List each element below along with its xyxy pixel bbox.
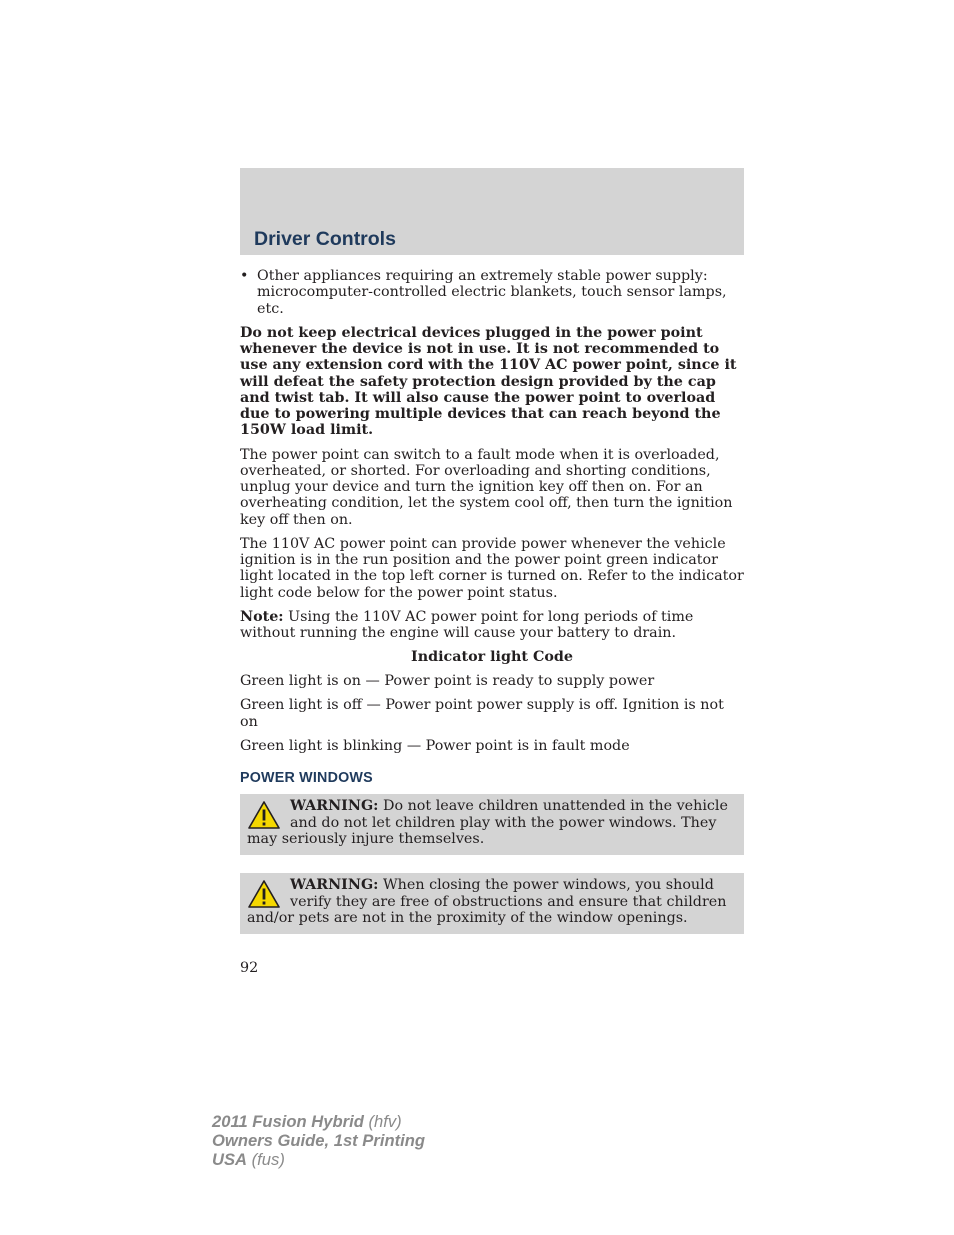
note-text: Using the 110V AC power point for long periods of time without running the engine will cause your battery to drain. [240,608,694,642]
page-number: 92 [240,960,259,976]
warning-box [240,873,744,934]
indicator-title: Indicator light Code [411,649,573,666]
warning-box [240,794,744,855]
warning-triangle-icon [247,800,281,830]
warning-text: When closing the power windows, you should verify they are free of obstructions and ensure that children and/or pets are not in the proximity of the window openings. [247,877,727,926]
indicator-row: Green light is blinking — Power point is in fault mode [240,737,630,754]
footer-line [212,1150,425,1169]
note-paragraph [240,609,744,642]
section-header [240,168,744,255]
warning-text: Do not leave children unattended in the vehicle and do not let children play with the power windows. They may seriously injure themselves. [247,798,728,847]
footer-line [212,1112,425,1131]
note-label: Note: [240,608,284,625]
indicator-row: Green light is on — Power point is ready to supply power [240,673,655,690]
footer-market-code: (fus) [247,1150,285,1169]
bold-notice: Do not keep electrical devices plugged in the power point whenever the device is not in use. It is not recommended to use any extension cord with the 110V AC power point, since it will defeat the safety protection design provided by the cap and twist tab. It will also cause the power point to overload due to powering multiple devices that can reach beyond the 150W load limit. [240,324,737,439]
footer-market: USA [212,1150,248,1169]
fault-mode-paragraph: The power point can switch to a fault mode when it is overloaded, overheated, or shorted. For overloading and shorting conditions, unplug your device and turn the ignition key off then on. For an overheating condition, let the system cool off, then turn the ignition key off then on. [240,446,733,528]
list-item [240,268,744,317]
warning-label: WARNING: [290,798,379,815]
document-footer [212,1112,425,1169]
warning-triangle-icon [247,879,281,909]
footer-edition: Owners Guide, 1st Printing [212,1131,425,1150]
bullet-text: Other appliances requiring an extremely stable power supply: microcomputer-controlled electric blankets, touch sensor lamps, etc. [257,268,727,317]
page-content [240,268,744,952]
indicator-row: Green light is off — Power point power supply is off. Ignition is not on [240,697,724,730]
section-title-power-windows: POWER WINDOWS [240,770,373,787]
power-provision-paragraph: The 110V AC power point can provide power whenever the vehicle ignition is in the run position and the power point green indicator light located in the top left corner is turned on. Refer to the indicator light code below for the power point status. [240,535,744,601]
footer-model: 2011 Fusion Hybrid [212,1112,364,1131]
warning-label: WARNING: [290,877,379,894]
bullet-icon: • [240,268,249,284]
footer-model-code: (hfv) [363,1112,402,1131]
page-title: Driver Controls [254,228,396,250]
footer-line [212,1131,425,1150]
